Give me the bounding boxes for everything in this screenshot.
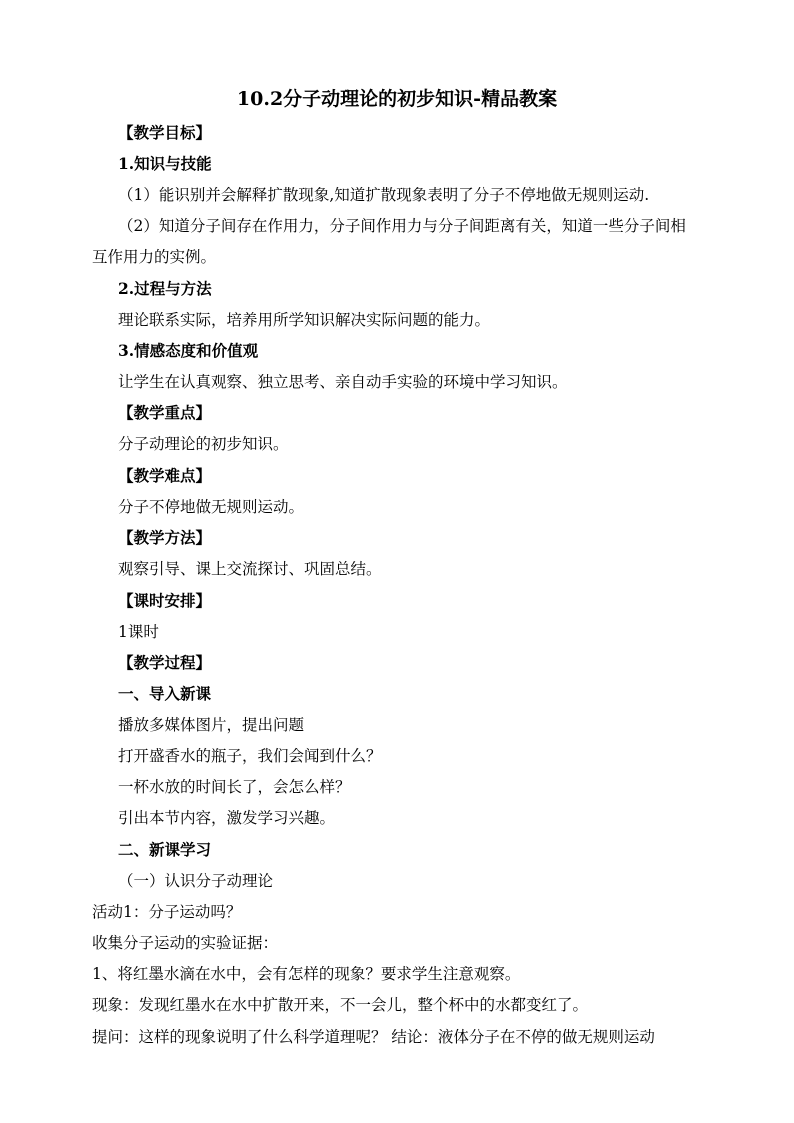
paragraph-line: 打开盛香水的瓶子，我们会闻到什么？ xyxy=(118,747,382,765)
paragraph-line: （一）认识分子动理论 xyxy=(118,872,274,890)
paragraph-line: 活动1：分子运动吗？ xyxy=(92,903,242,921)
subheading-new-lesson: 二、新课学习 xyxy=(118,840,212,859)
section-heading-key-points: 【教学重点】 xyxy=(118,403,212,422)
paragraph-line: （1）能识别并会解释扩散现象,知道扩散现象表明了分子不停地做无规则运动. xyxy=(118,186,650,204)
paragraph-line: 1课时 xyxy=(118,623,159,641)
paragraph-line: 让学生在认真观察、独立思考、亲自动手实验的环境中学习知识。 xyxy=(118,373,568,391)
paragraph-line: 播放多媒体图片，提出问题 xyxy=(118,716,305,734)
paragraph-line: 分子不停地做无规则运动。 xyxy=(118,498,305,516)
paragraph-line: 现象：发现红墨水在水中扩散开来，不一会儿，整个杯中的水都变红了。 xyxy=(92,996,589,1014)
document-title: 10.2分子动理论的初步知识-精品教案 xyxy=(236,88,558,110)
paragraph-line: （2）知道分子间存在作用力，分子间作用力与分子间距离有关，知道一些分子间相 xyxy=(118,217,686,235)
paragraph-line: 分子动理论的初步知识。 xyxy=(118,435,289,453)
subheading-knowledge-skills: 1.知识与技能 xyxy=(118,154,212,173)
paragraph-line: 提问：这样的现象说明了什么科学道理呢？ 结论：液体分子在不停的做无规则运动 xyxy=(92,1028,655,1046)
section-heading-methods: 【教学方法】 xyxy=(118,528,212,547)
section-heading-objectives: 【教学目标】 xyxy=(118,123,212,142)
section-heading-difficulties: 【教学难点】 xyxy=(118,466,212,485)
paragraph-line: 一杯水放的时间长了，会怎么样？ xyxy=(118,778,351,796)
paragraph-line: 1、将红墨水滴在水中，会有怎样的现象？要求学生注意观察。 xyxy=(92,965,521,983)
subheading-attitude-values: 3.情感态度和价值观 xyxy=(118,341,259,360)
subheading-process-methods: 2.过程与方法 xyxy=(118,279,212,298)
paragraph-line: 理论联系实际，培养用所学知识解决实际问题的能力。 xyxy=(118,311,491,329)
paragraph-line: 互作用力的实例。 xyxy=(92,248,217,266)
section-heading-process: 【教学过程】 xyxy=(118,653,212,672)
paragraph-line: 观察引导、课上交流探讨、巩固总结。 xyxy=(118,560,382,578)
subheading-introduction: 一、导入新课 xyxy=(118,684,212,703)
paragraph-line: 引出本节内容，激发学习兴趣。 xyxy=(118,809,336,827)
section-heading-schedule: 【课时安排】 xyxy=(118,591,212,610)
paragraph-line: 收集分子运动的实验证据： xyxy=(92,934,279,952)
